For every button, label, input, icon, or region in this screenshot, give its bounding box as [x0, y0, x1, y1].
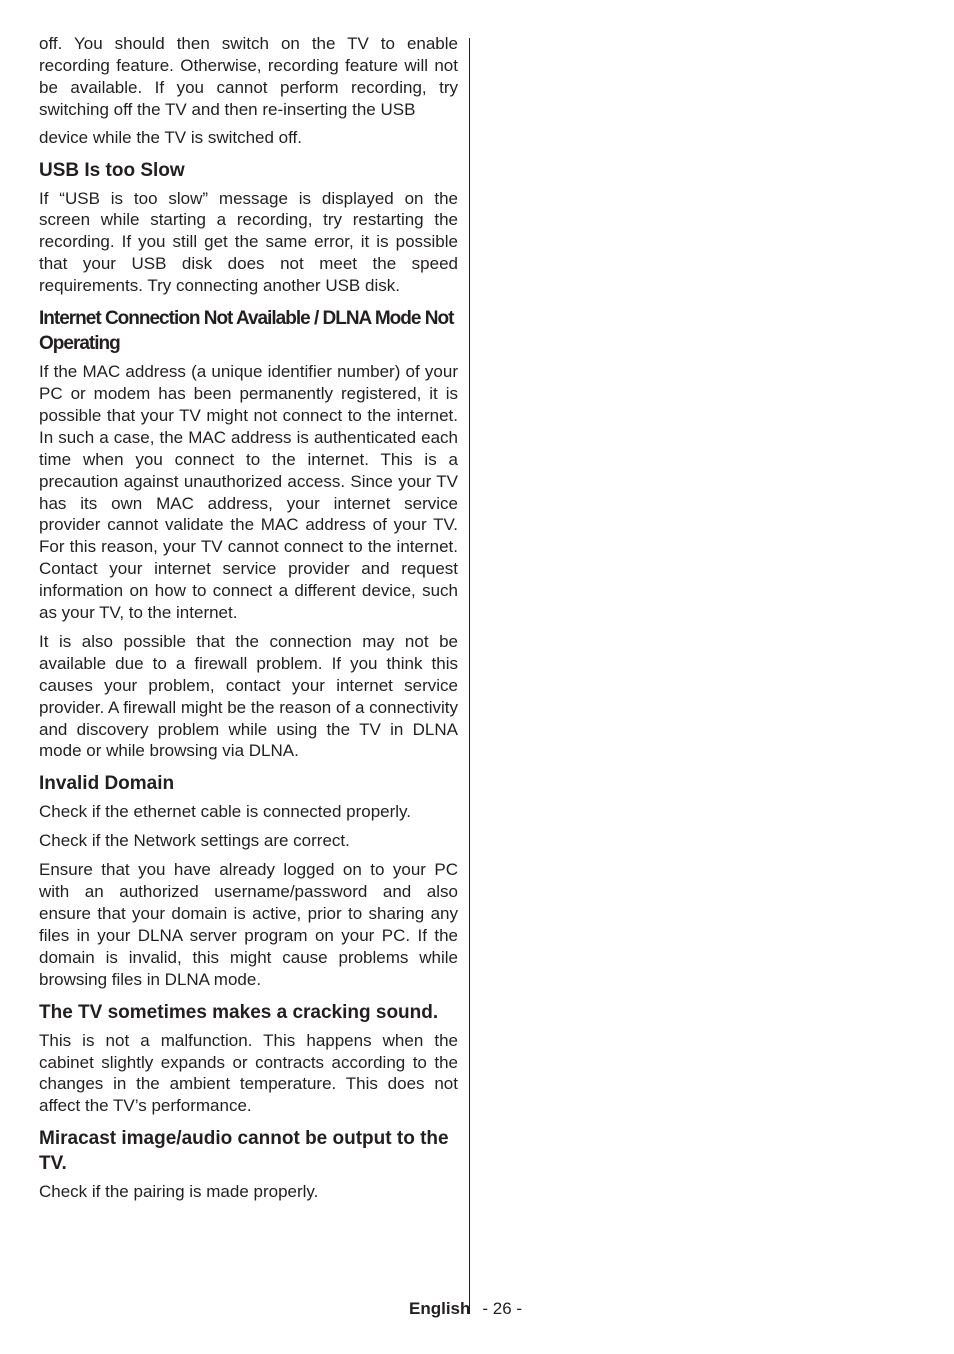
section-heading-internet-connection: Internet Connection Not Available / DLNA Mode Not Operating [39, 308, 454, 355]
body-paragraph: off. You should then switch on the TV to enable recording feature. Otherwise, recording feature will not be available. If you cannot perform recording, try switching off the TV and then re-inserting the USB [39, 34, 458, 119]
body-paragraph: Check if the Network settings are correct. [39, 831, 350, 851]
footer-page-number: - 26 - [482, 1299, 523, 1318]
section-heading-invalid-domain: Invalid Domain [39, 773, 175, 795]
body-paragraph: This is not a malfunction. This happens when the cabinet slightly expands or contracts according to the changes in the ambient temperature. This does not affect the TV’s performance. [39, 1030, 458, 1116]
left-text-column [39, 33, 458, 1210]
footer-language: English [409, 1299, 471, 1318]
body-paragraph: If “USB is too slow” message is displayed on the screen while starting a recording, try restarting the recording. If you still get the same error, it is possible that your USB disk does not meet the speed requirements. Try connecting another USB disk. [39, 188, 458, 296]
body-paragraph: Ensure that you have already logged on to your PC with an authorized username/password and also ensure that your domain is active, prior to sharing any files in your DLNA server program on your PC. If the domain is invalid, this might cause problems while browsing files in DLNA mode. [39, 860, 458, 989]
section-heading-cracking-sound: The TV sometimes makes a cracking sound. [39, 1001, 439, 1023]
column-divider [469, 38, 470, 1314]
body-paragraph: It is also possible that the connection may not be available due to a firewall problem. If you think this causes your problem, contact your internet service provider. A firewall might be the reason of a connectivity and discovery problem while using the TV in DLNA mode or while browsing via DLNA. [39, 631, 458, 761]
page-footer [409, 1298, 522, 1320]
section-heading-miracast: Miracast image/audio cannot be output to the TV. [39, 1128, 449, 1175]
body-paragraph: Check if the ethernet cable is connected properly. [39, 802, 412, 822]
body-paragraph: If the MAC address (a unique identifier number) of your PC or modem has been permanently registered, it is possible that your TV might not connect to the internet. In such a case, the MAC address is authenticated each time when you connect to the internet. This is a precaution against unauthorized access. Since your TV has its own MAC address, your internet service provider cannot validate the MAC address of your TV. For this reason, your TV cannot connect to the internet. Contact your internet service provider and request information on how to connect a different device, such as your TV, to the internet. [39, 362, 458, 623]
section-heading-usb-slow: USB Is too Slow [39, 159, 185, 181]
body-paragraph: Check if the pairing is made properly. [39, 1182, 319, 1202]
body-paragraph: device while the TV is switched off. [39, 127, 303, 147]
